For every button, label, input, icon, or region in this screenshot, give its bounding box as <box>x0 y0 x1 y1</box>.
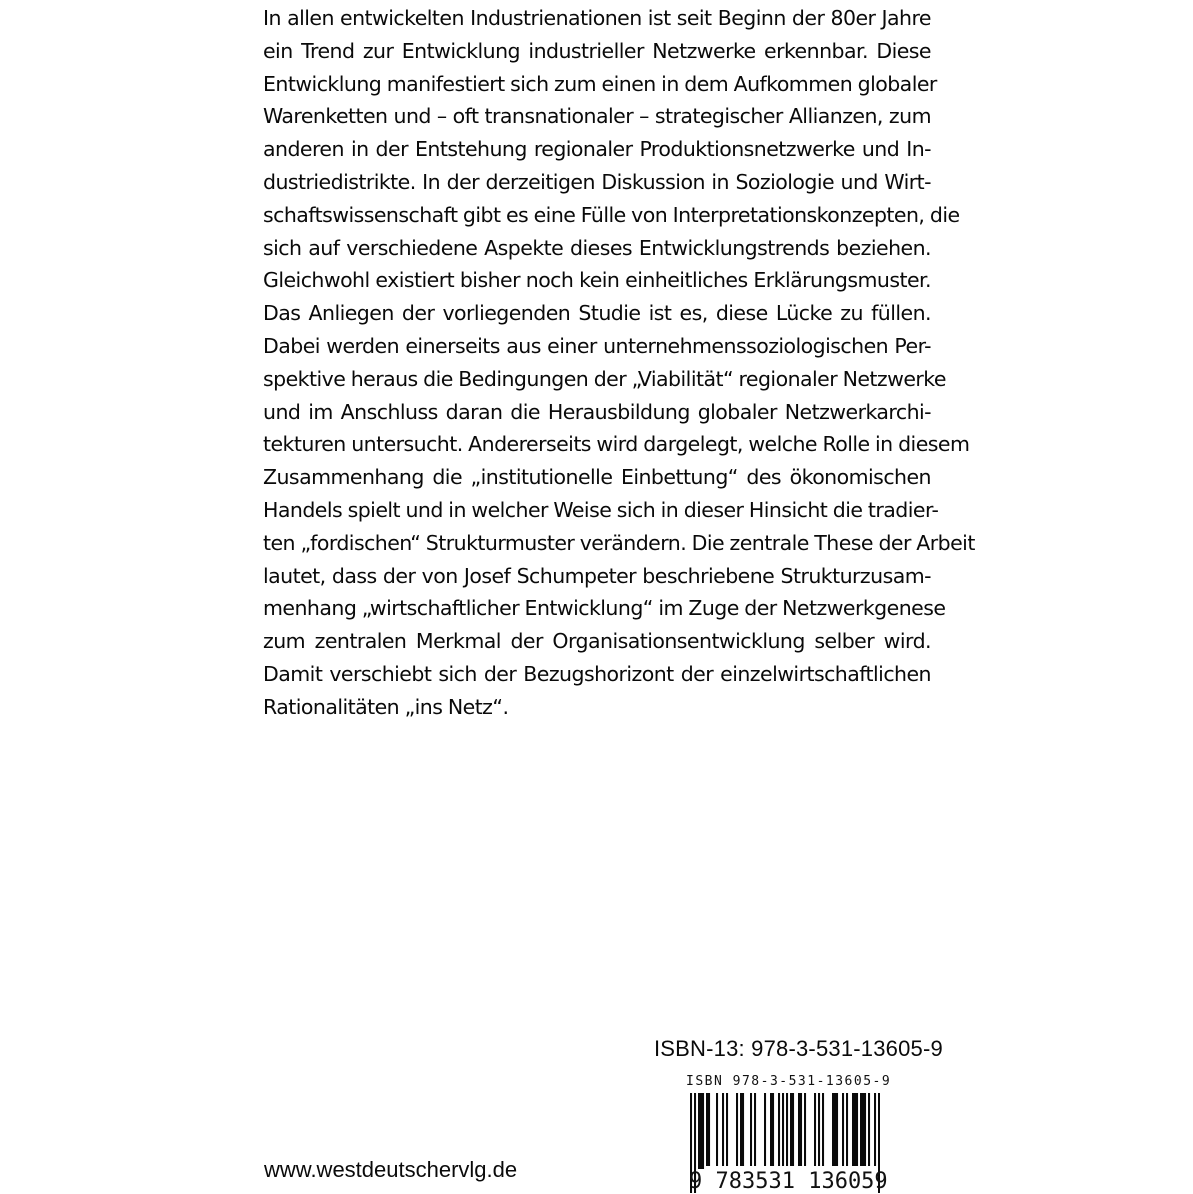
barcode-bar <box>822 1093 824 1169</box>
barcode-bar <box>832 1093 834 1169</box>
barcode-bar <box>708 1093 710 1169</box>
barcode-bar <box>742 1093 744 1169</box>
blurb-line: Warenketten und – oft transnationaler – strategischer Allianzen, zum <box>263 104 931 129</box>
barcode-bar <box>856 1093 858 1169</box>
barcode-bar <box>736 1093 738 1169</box>
barcode-bar <box>800 1093 802 1169</box>
blurb-line: ein Trend zur Entwicklung industrieller Netzwerke erkennbar. Diese <box>263 38 931 63</box>
barcode-bar <box>716 1093 718 1169</box>
barcode-bar <box>868 1093 870 1169</box>
blurb-line: Zusammenhang die „institutionelle Einbettung“ des ökonomischen <box>263 465 931 490</box>
barcode-bar <box>852 1093 854 1169</box>
barcode-bar <box>770 1093 772 1169</box>
barcode-bar <box>726 1093 728 1169</box>
barcode-bar <box>722 1093 724 1169</box>
barcode-bar <box>706 1093 708 1169</box>
blurb-line: menhang „wirtschaftlicher Entwicklung“ im Zuge der Netzwerkgenese <box>263 596 946 621</box>
barcode-bar <box>750 1093 752 1169</box>
barcode-bar <box>790 1093 792 1169</box>
blurb-line: schaftswissenschaft gibt es eine Fülle von Interpretationskonzepten, die <box>263 202 960 227</box>
blurb-line: Handels spielt und in welcher Weise sich in dieser Hinsicht die tradier- <box>263 497 939 522</box>
blurb-line: spektive heraus die Bedingungen der „Viabilität“ regionaler Netzwerke <box>263 366 946 391</box>
blurb-line: zum zentralen Merkmal der Organisationsentwicklung selber wird. <box>263 629 931 654</box>
blurb-line: Entwicklung manifestiert sich zum einen in dem Aufkommen globaler <box>263 71 937 96</box>
blurb-line: Damit verschiebt sich der Bezugshorizont der einzelwirtschaftlichen <box>263 661 931 686</box>
barcode-bar <box>764 1093 766 1169</box>
barcode-bar <box>740 1093 742 1169</box>
barcode-bar <box>792 1093 794 1169</box>
barcode-bar <box>854 1093 856 1169</box>
barcode-bar <box>814 1093 816 1169</box>
barcode-bar <box>700 1093 702 1169</box>
blurb-text <box>263 2 975 724</box>
barcode-bar <box>842 1093 844 1169</box>
blurb-line: sich auf verschiedene Aspekte dieses Entwicklungstrends beziehen. <box>263 235 931 260</box>
blurb-line: In allen entwickelten Industrienationen ist seit Beginn der 80er Jahre <box>263 6 931 30</box>
barcode-bar <box>754 1093 756 1169</box>
barcode-bar <box>864 1093 866 1169</box>
publisher-website: www.westdeutschervlg.de <box>264 1157 518 1182</box>
barcode-bar <box>836 1093 838 1169</box>
blurb-line: tekturen untersucht. Andererseits wird dargelegt, welche Rolle in diesem <box>263 432 970 457</box>
barcode-bar <box>778 1093 780 1169</box>
isbn-label: ISBN-13: 978-3-531-13605-9 <box>654 1036 943 1061</box>
barcode-bar <box>798 1093 800 1169</box>
blurb-line: Gleichwohl existiert bisher noch kein einheitliches Erklärungsmuster. <box>263 268 931 293</box>
barcode-bar <box>804 1093 806 1169</box>
barcode-isbn-text: ISBN 978-3-531-13605-9 <box>686 1074 892 1089</box>
blurb-line: und im Anschluss daran die Herausbildung globaler Netzwerkarchi- <box>263 399 931 424</box>
blurb-line: ten „fordischen“ Strukturmuster verändern. Die zentrale These der Arbeit <box>263 530 975 555</box>
barcode-bar <box>834 1093 836 1169</box>
barcode-bar <box>702 1093 704 1169</box>
blurb-line: Dabei werden einerseits aus einer unternehmenssoziologischen Per- <box>263 333 931 358</box>
blurb-line: dustriedistrikte. In der derzeitigen Diskussion in Soziologie und Wirt- <box>263 169 931 194</box>
blurb-line: anderen in der Entstehung regionaler Produktionsnetzwerke und In- <box>263 137 931 162</box>
barcode-bar <box>772 1093 774 1169</box>
barcode-digits: 9 783531 136059 <box>689 1169 888 1194</box>
blurb-line: Das Anliegen der vorliegenden Studie ist es, diese Lücke zu füllen. <box>263 301 931 326</box>
barcode-bar <box>846 1093 848 1169</box>
barcode-bar <box>698 1093 700 1169</box>
barcode-bar <box>862 1093 864 1169</box>
blurb-line: lautet, dass der von Josef Schumpeter beschriebene Strukturzusam- <box>263 563 931 588</box>
barcode-bar <box>860 1093 862 1169</box>
blurb-line: Rationalitäten „ins Netz“. <box>263 694 509 719</box>
barcode-bar <box>818 1093 820 1169</box>
